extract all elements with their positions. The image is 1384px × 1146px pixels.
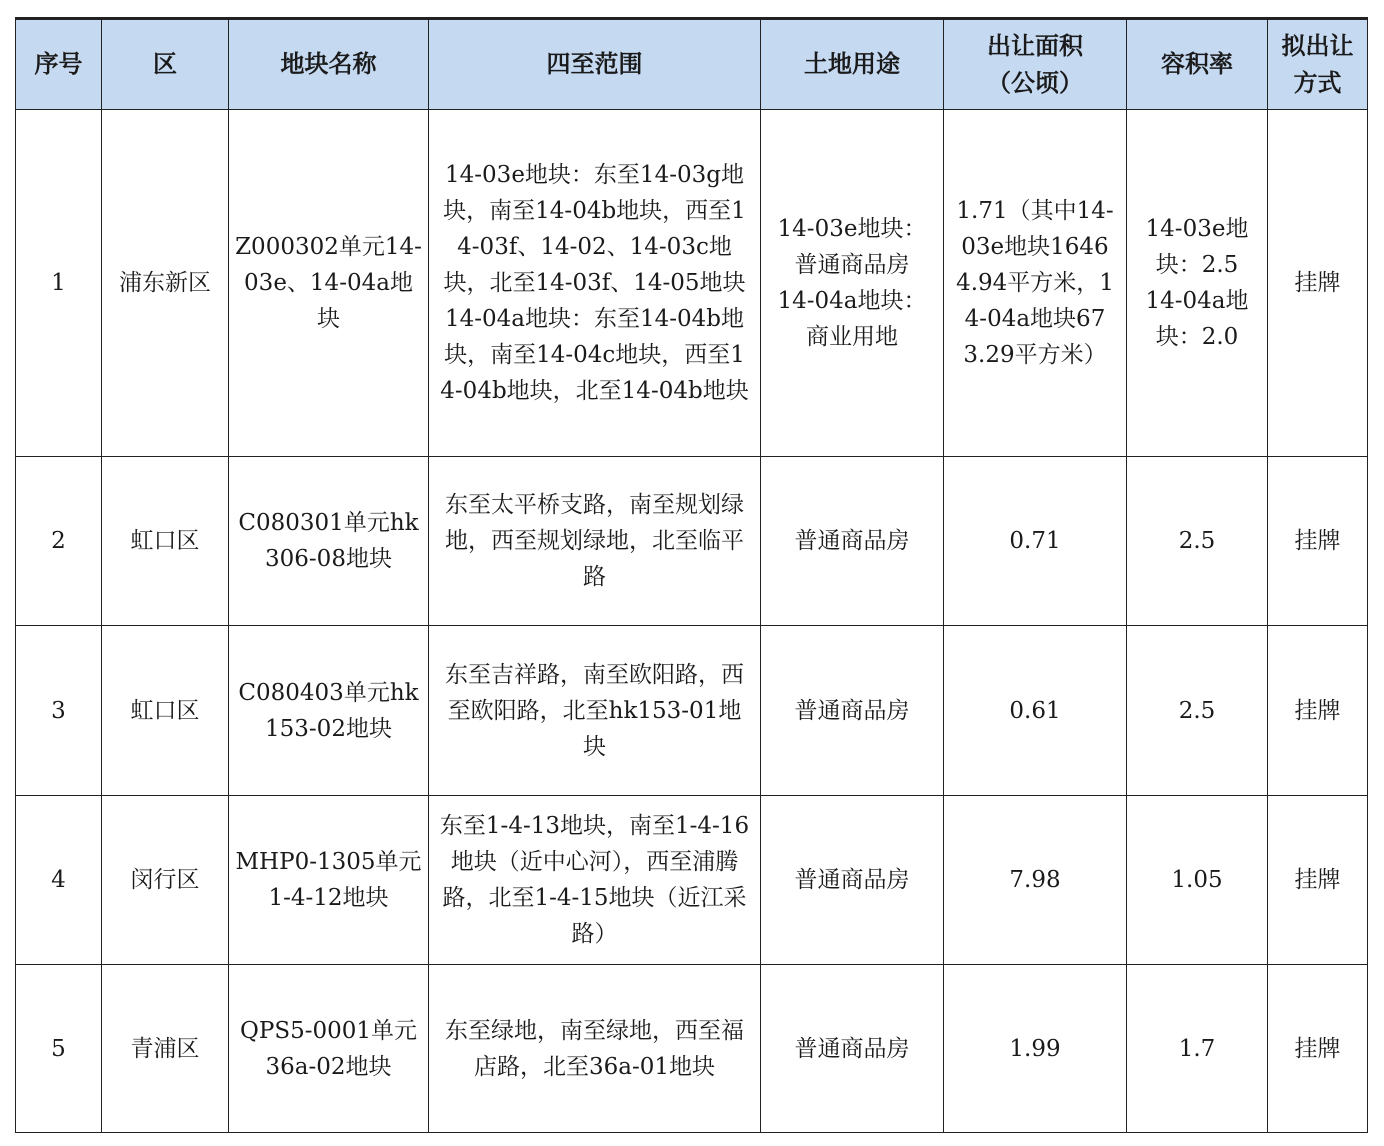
cell-boundary: 东至太平桥支路，南至规划绿地，西至规划绿地，北至临平路 xyxy=(429,457,761,626)
cell-land-use: 普通商品房 xyxy=(761,796,944,965)
table-row xyxy=(16,110,1368,457)
cell-method: 挂牌 xyxy=(1268,796,1368,965)
cell-land-use: 普通商品房 xyxy=(761,457,944,626)
header-method-line2: 方式 xyxy=(1293,68,1342,97)
header-far: 容积率 xyxy=(1127,19,1268,110)
header-district: 区 xyxy=(102,19,229,110)
header-parcel-name: 地块名称 xyxy=(229,19,429,110)
cell-parcel-name: QPS5-0001单元36a-02地块 xyxy=(229,965,429,1133)
cell-seq: 2 xyxy=(16,457,102,626)
cell-parcel-name: C080301单元hk306-08地块 xyxy=(229,457,429,626)
cell-far: 1.7 xyxy=(1127,965,1268,1133)
cell-parcel-name: Z000302单元14-03e、14-04a地块 xyxy=(229,110,429,457)
cell-parcel-name: C080403单元hk153-02地块 xyxy=(229,626,429,796)
cell-district: 虹口区 xyxy=(102,457,229,626)
cell-far xyxy=(1127,110,1268,457)
land-parcel-table xyxy=(15,17,1368,1133)
cell-method: 挂牌 xyxy=(1268,626,1368,796)
header-boundary: 四至范围 xyxy=(429,19,761,110)
cell-far-part2: 14-04a地块：2.0 xyxy=(1145,288,1249,350)
cell-land-use xyxy=(761,110,944,457)
cell-area: 1.99 xyxy=(944,965,1127,1133)
header-land-use: 土地用途 xyxy=(761,19,944,110)
table-row xyxy=(16,965,1368,1133)
cell-boundary: 东至吉祥路，南至欧阳路，西至欧阳路，北至hk153-01地块 xyxy=(429,626,761,796)
cell-land-use: 普通商品房 xyxy=(761,626,944,796)
table-row xyxy=(16,626,1368,796)
cell-area: 1.71（其中14-03e地块16464.94平方米，14-04a地块673.29平方米） xyxy=(944,110,1127,457)
header-area xyxy=(944,19,1127,110)
header-area-line2: （公顷） xyxy=(987,68,1083,97)
cell-far: 2.5 xyxy=(1127,457,1268,626)
cell-seq: 5 xyxy=(16,965,102,1133)
header-method-line1: 拟出让 xyxy=(1281,31,1354,60)
cell-method: 挂牌 xyxy=(1268,965,1368,1133)
header-row xyxy=(16,19,1368,110)
cell-parcel-name: MHP0-1305单元1-4-12地块 xyxy=(229,796,429,965)
cell-seq: 4 xyxy=(16,796,102,965)
cell-seq: 3 xyxy=(16,626,102,796)
cell-district: 虹口区 xyxy=(102,626,229,796)
cell-boundary: 东至绿地，南至绿地，西至福店路，北至36a-01地块 xyxy=(429,965,761,1133)
cell-far-part1: 14-03e地块：2.5 xyxy=(1145,216,1249,278)
cell-far: 1.05 xyxy=(1127,796,1268,965)
cell-land-use-part2: 14-04a地块：商业用地 xyxy=(777,288,927,350)
cell-area: 7.98 xyxy=(944,796,1127,965)
cell-boundary-part1: 14-03e地块：东至14-03g地块，南至14-04b地块，西至14-03f、14-02、14-03c地块，北至14-03f、14-05地块 xyxy=(443,162,746,296)
cell-district: 闵行区 xyxy=(102,796,229,965)
cell-area: 0.71 xyxy=(944,457,1127,626)
cell-area: 0.61 xyxy=(944,626,1127,796)
cell-boundary-part2: 14-04a地块：东至14-04b地块，南至14-04c地块，西至14-04b地块，北至14-04b地块 xyxy=(440,306,749,404)
cell-far: 2.5 xyxy=(1127,626,1268,796)
cell-boundary: 东至1-4-13地块，南至1-4-16地块（近中心河），西至浦腾路，北至1-4-15地块（近江采路） xyxy=(429,796,761,965)
cell-method: 挂牌 xyxy=(1268,457,1368,626)
cell-district: 青浦区 xyxy=(102,965,229,1133)
header-area-line1: 出让面积 xyxy=(987,31,1083,60)
cell-land-use: 普通商品房 xyxy=(761,965,944,1133)
cell-land-use-part1: 14-03e地块：普通商品房 xyxy=(777,216,927,278)
cell-method: 挂牌 xyxy=(1268,110,1368,457)
cell-seq: 1 xyxy=(16,110,102,457)
cell-district: 浦东新区 xyxy=(102,110,229,457)
table-row xyxy=(16,457,1368,626)
header-method xyxy=(1268,19,1368,110)
cell-boundary xyxy=(429,110,761,457)
table-row xyxy=(16,796,1368,965)
header-seq: 序号 xyxy=(16,19,102,110)
